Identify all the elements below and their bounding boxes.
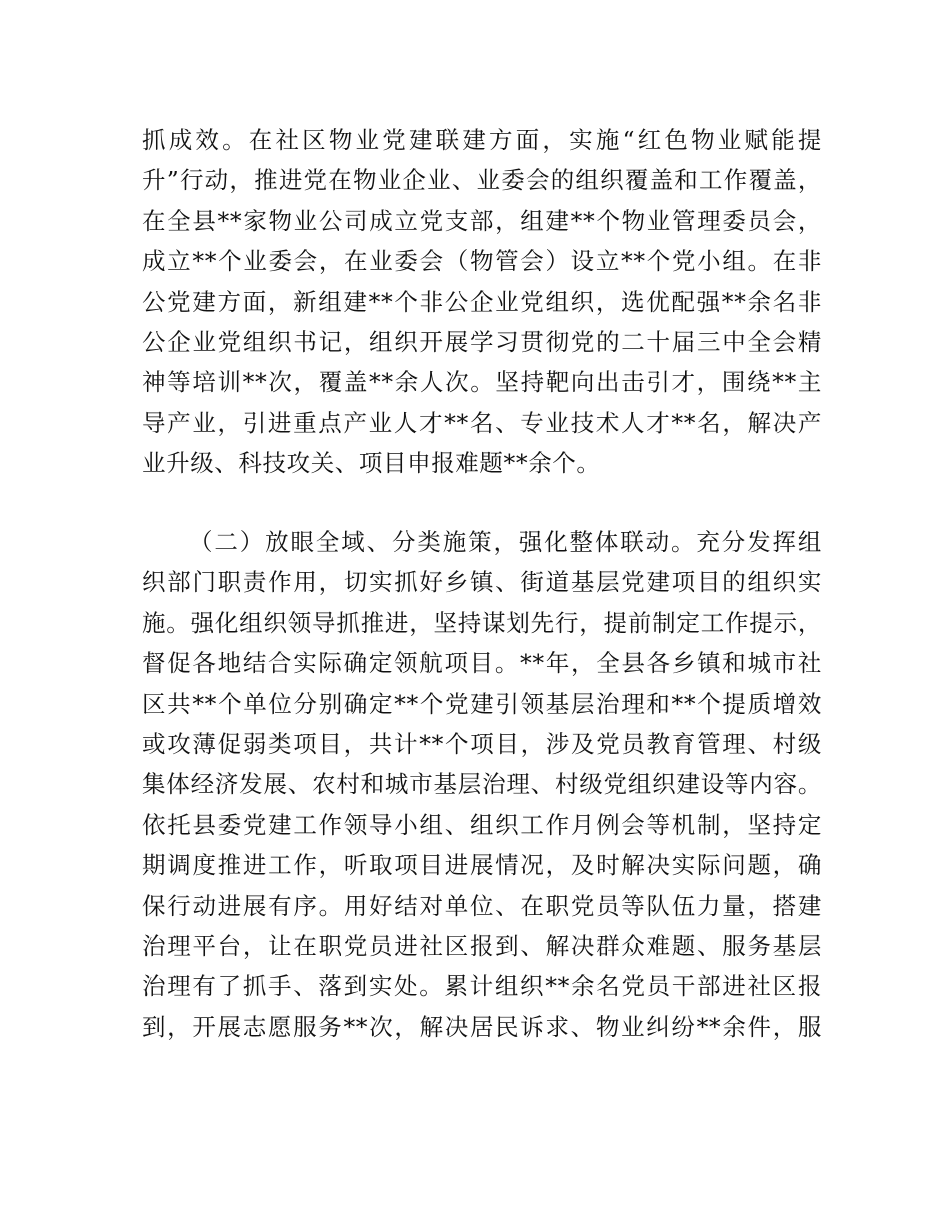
- text-line: 施。强化组织领导抓推进，坚持谋划先行，提前制定工作提示，: [142, 608, 822, 637]
- paragraph-2: [142, 522, 822, 1047]
- text-line: 区共**个单位分别确定**个党建引领基层治理和**个提质增效: [142, 689, 822, 718]
- text-line: 或攻薄促弱类项目，共计**个项目，涉及党员教育管理、村级: [142, 729, 822, 758]
- text-line: 公党建方面，新组建**个非公企业党组织，选优配强**余名非: [142, 287, 822, 316]
- text-line: 抓成效。在社区物业党建联建方面，实施“红色物业赋能提: [142, 126, 822, 154]
- text-line: 在全县**家物业公司成立党支部，组建**个物业管理委员会，: [142, 206, 822, 235]
- text-line: 保行动进展有序。用好结对单位、在职党员等队伍力量，搭建: [142, 891, 822, 920]
- text-line: 织部门职责作用，切实抓好乡镇、街道基层党建项目的组织实: [142, 568, 822, 597]
- text-line: 督促各地结合实际确定领航项目。**年，全县各乡镇和城市社: [142, 649, 822, 678]
- text-line: 治理有了抓手、落到实处。累计组织**余名党员干部进社区报: [142, 972, 822, 1001]
- text-line: 导产业，引进重点产业人才**名、专业技术人才**名，解决产: [142, 408, 822, 437]
- text-line: 公企业党组织书记，组织开展学习贯彻党的二十届三中全会精: [142, 327, 822, 356]
- text-line: 依托县委党建工作领导小组、组织工作月例会等机制，坚持定: [142, 810, 822, 839]
- text-line: 业升级、科技攻关、项目申报难题**余个。: [142, 449, 601, 478]
- text-line: 集体经济发展、农村和城市基层治理、村级党组织建设等内容。: [142, 770, 822, 799]
- text-line: 治理平台，让在职党员进社区报到、解决群众难题、服务基层: [142, 931, 822, 960]
- text-line: 神等培训**次，覆盖**余人次。坚持靶向出击引才，围绕**主: [142, 368, 822, 397]
- text-line: 到，开展志愿服务**次，解决居民诉求、物业纠纷**余件，服: [142, 1012, 822, 1041]
- text-line: 成立**个业委会，在业委会（物管会）设立**个党小组。在非: [142, 247, 822, 276]
- text-line: 期调度推进工作，听取项目进展情况，及时解决实际问题，确: [142, 851, 822, 880]
- section-heading-line: （二）放眼全域、分类施策，强化整体联动。充分发挥组: [189, 528, 822, 556]
- paragraph-1: [142, 120, 822, 484]
- text-line: 升”行动，推进党在物业企业、业委会的组织覆盖和工作覆盖，: [142, 166, 822, 195]
